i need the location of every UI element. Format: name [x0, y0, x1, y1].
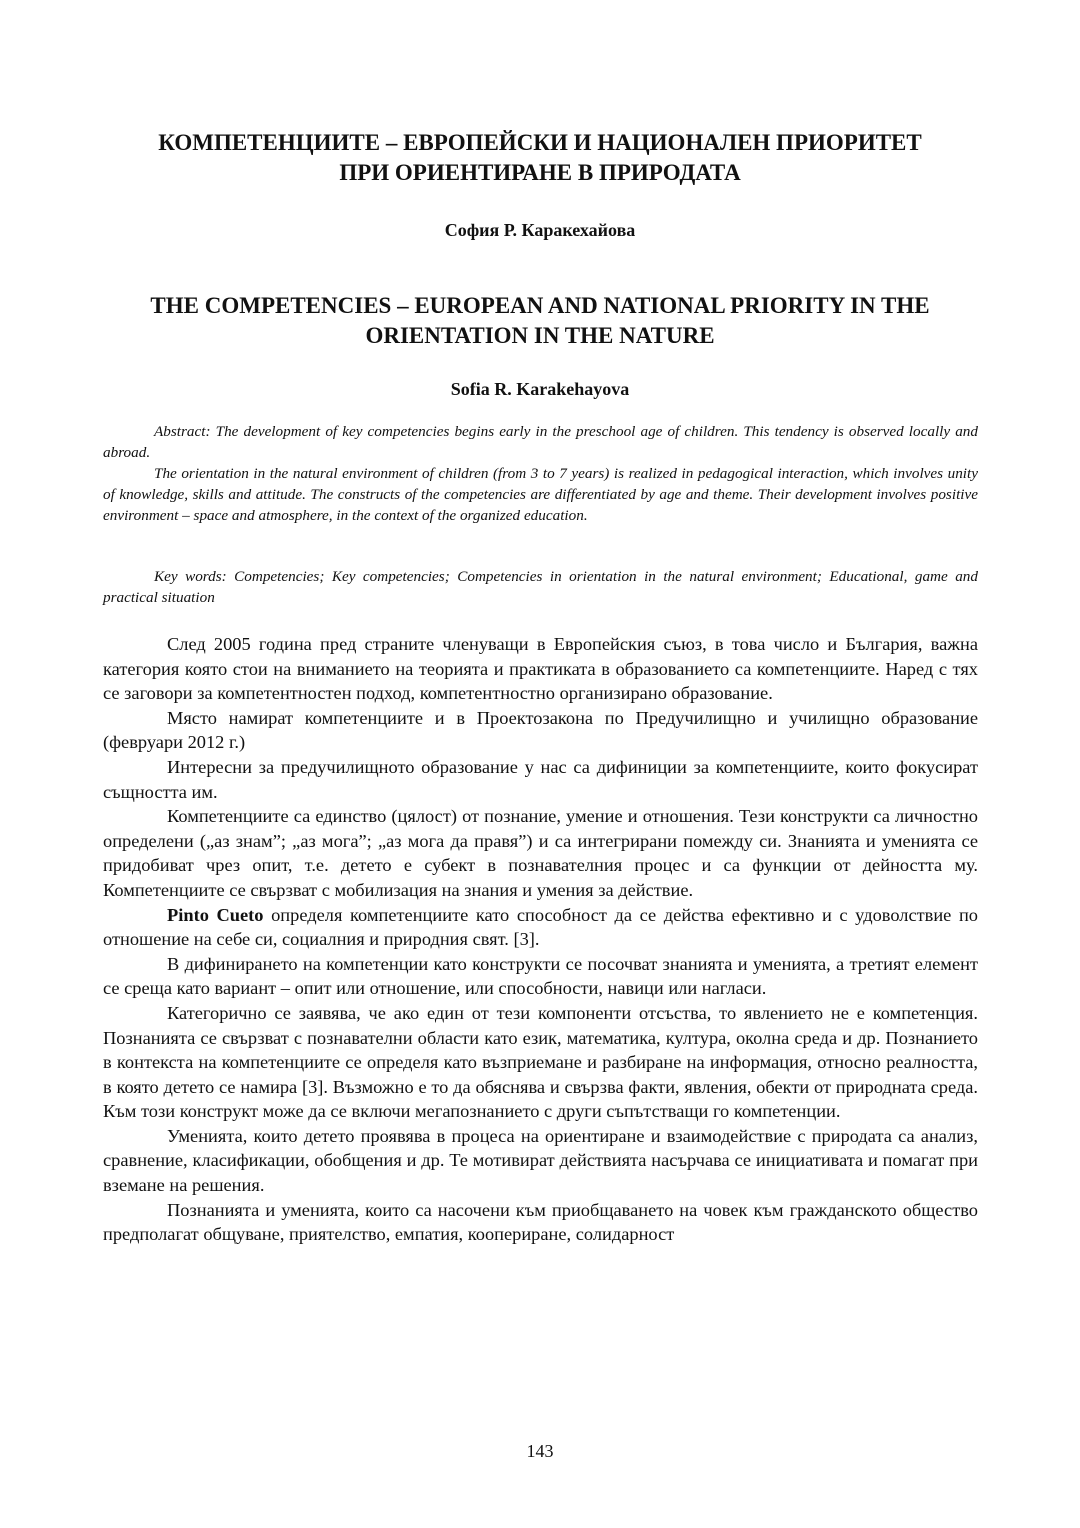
bulgarian-title-line-2: ПРИ ОРИЕНТИРАНЕ В ПРИРОДАТА — [339, 160, 741, 185]
english-title — [100, 291, 980, 351]
bulgarian-title — [100, 128, 980, 188]
keywords-text: Key words: Competencies; Key competencies; Competencies in orientation in the natural environment; Educational, game and practical situation — [103, 568, 978, 606]
body-paragraph-9: Познанията и уменията, които са насочени към приобщаването на човек към гражданското общество предполагат общуване, приятелство, емпатия, коопериране, солидарност — [103, 1199, 978, 1245]
page-number: 143 — [526, 1441, 554, 1461]
keywords — [103, 566, 978, 608]
body-paragraph-2: Място намират компетенциите и в Проектозакона по Предучилищно и училищно образование (февруари 2012 г.) — [103, 707, 978, 753]
bulgarian-author: София Р. Каракехайова — [444, 220, 636, 240]
body-paragraph-8: Уменията, които детето проявява в процеса на ориентиране и взаимодействие с природата са анализ, сравнение, класификации, обобщения и др. Те мотивират действията насърчава се инициативата и помагат при вземане на решения. — [103, 1125, 978, 1196]
abstract-paragraph-1: Abstract: The development of key competencies begins early in the preschool age of children. This tendency is observed locally and abroad. — [103, 423, 978, 461]
bulgarian-title-line-1: КОМПЕТЕНЦИИТЕ – ЕВРОПЕЙСКИ И НАЦИОНАЛЕН ПРИОРИТЕТ — [158, 130, 922, 155]
abstract-paragraph-2: The orientation in the natural environment of children (from 3 to 7 years) is realized in pedagogical interaction, which involves unity of knowledge, skills and attitude. The constructs of the competencies are differentiated by age and theme. Their development involves positive environment – space and atmosphere, in the context of the organized education. — [103, 465, 978, 524]
cited-author-name: Pinto Cueto — [167, 904, 264, 925]
body-paragraph-6: В дифинирането на компетенции като конструкти се посочват знанията и уменията, а третият елемент се среща като вариант – опит или отношение, или способности, навици или нагласи. — [103, 953, 978, 999]
abstract — [103, 421, 978, 526]
english-author: Sofia R. Karakehayova — [450, 379, 630, 399]
body-paragraph-1: След 2005 година пред страните членуващи в Европейския съюз, в това число и България, важна категория която стои на вниманието на теорията и практиката в образованието са компетенциите. Наред с тях се заговори за компетентностен подход, компетентностно организирано образование. — [103, 634, 978, 704]
english-title-line-1: THE COMPETENCIES – EUROPEAN AND NATIONAL PRIORITY IN THE — [150, 293, 930, 318]
body-text — [103, 632, 978, 1247]
body-paragraph-5 — [103, 903, 978, 952]
body-paragraph-5-text: определя компетенциите като способност да се действа ефективно и с удоволствие по отношение на себе си, социалния и природния свят. [3]. — [103, 904, 978, 950]
english-title-line-2: ORIENTATION IN THE NATURE — [365, 323, 715, 348]
body-paragraph-7: Категорично се заявява, че ако един от тези компоненти отсъства, то явлението не е компетенция. Познанията се свързват с познавателни области като език, математика, култура, околна среда и др. Познанието в контекста на компетенциите се определя като възприемане и разбиране на информация, относно реалността, в която детето се намира [3]. Възможно е то да обяснява и свързва факти, явления, обекти от природната среда. Към този конструкт може да се включи мегапознанието с други съпътстващи го компетенции. — [103, 1002, 978, 1122]
body-paragraph-3: Интересни за предучилищното образование у нас са дифиниции за компетенциите, които фокусират същността им. — [103, 756, 978, 802]
body-paragraph-4: Компетенциите са единство (цялост) от познание, умение и отношения. Тези конструкти са личностно определени („аз знам”; „аз мога”; „аз мога да правя”) и са интегрирани помежду си. Знанията и уменията се придобиват чрез опит, т.е. детето е субект в познавателния процес и са функции от дейността му. Компетенциите се свързват с мобилизация на знания и умения за действие. — [103, 806, 978, 900]
